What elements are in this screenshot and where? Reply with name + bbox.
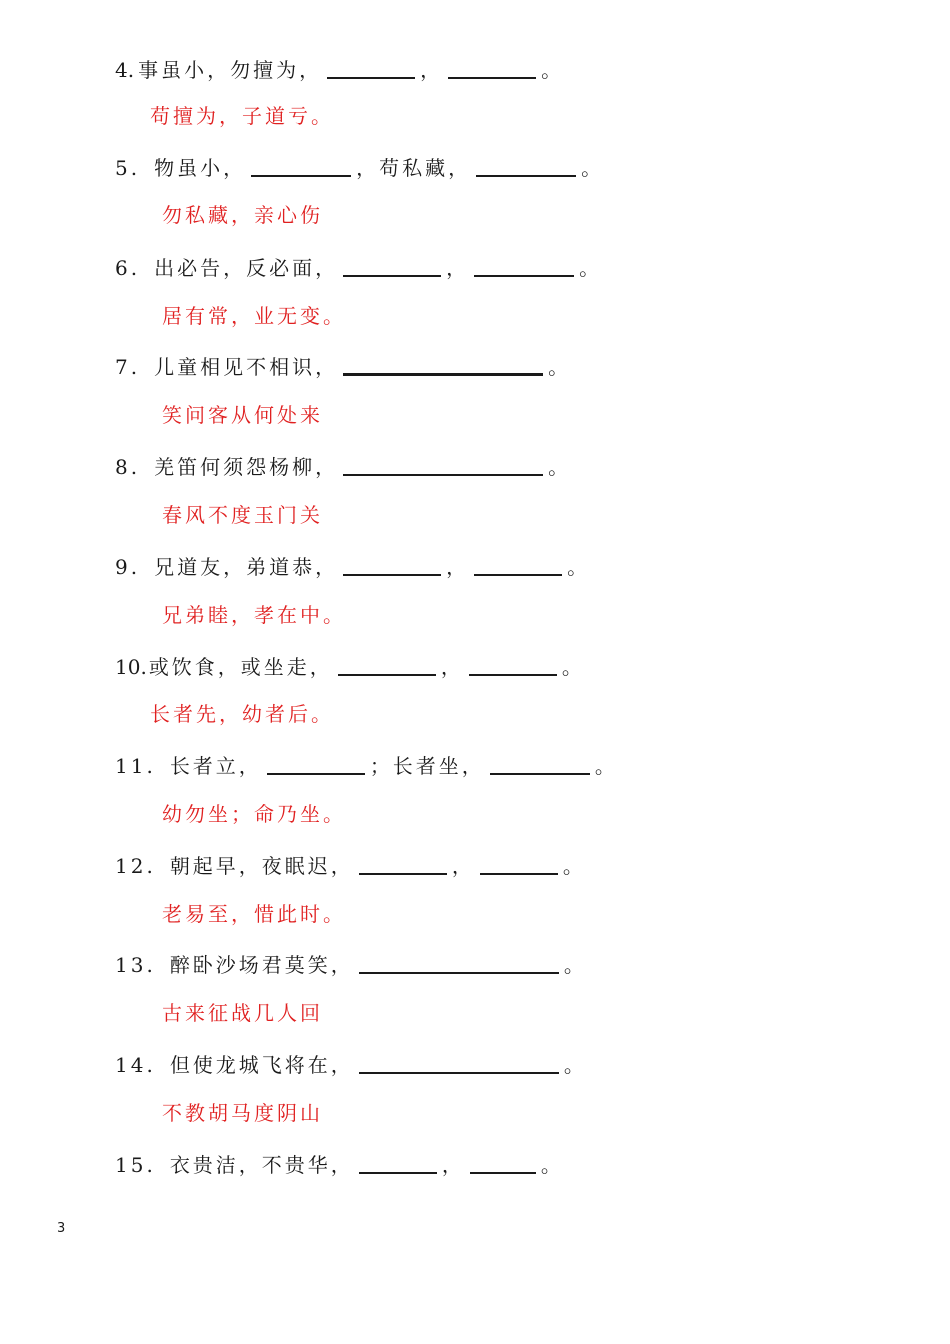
question-text: 或饮食，或坐走，	[148, 655, 333, 679]
question-text: 出必告，反必面，	[154, 256, 339, 280]
punct: 。	[563, 1053, 587, 1077]
answer-blank[interactable]	[480, 873, 558, 875]
answer-blank[interactable]	[448, 77, 536, 79]
answer-10: 长者先，幼者后。	[150, 702, 334, 726]
answer-blank[interactable]	[343, 574, 441, 576]
answer-5: 勿私藏，亲心伤	[162, 203, 323, 227]
answer-12: 老易至，惜此时。	[162, 902, 346, 926]
answer-6: 居有常，业无变。	[162, 304, 346, 328]
question-8	[115, 447, 571, 477]
answer-blank[interactable]	[327, 77, 415, 79]
question-text: 物虽小，	[154, 156, 247, 180]
answer-blank[interactable]	[359, 1172, 437, 1174]
question-number: 10.	[115, 655, 147, 679]
question-number: 7.	[115, 355, 141, 379]
question-4	[115, 50, 564, 80]
answer-blank[interactable]	[338, 674, 436, 676]
punct: 。	[563, 953, 587, 977]
punct: ，	[441, 1153, 465, 1177]
punct: 。	[561, 655, 585, 679]
answer-blank[interactable]	[343, 474, 543, 476]
punct: ，	[451, 854, 475, 878]
answer-blank[interactable]	[251, 175, 351, 177]
punct: 。	[540, 1153, 564, 1177]
answer-blank[interactable]	[470, 1172, 536, 1174]
question-number: 9.	[115, 555, 141, 579]
question-15	[115, 1145, 564, 1175]
answer-8: 春风不度玉门关	[162, 503, 323, 527]
answer-4: 苟擅为，子道亏。	[150, 104, 334, 128]
question-number: 8.	[115, 455, 141, 479]
question-text: 羌笛何须怨杨柳，	[154, 455, 339, 479]
question-number: 14.	[115, 1053, 156, 1077]
question-text: ；长者坐，	[369, 754, 485, 778]
question-text: ，苟私藏，	[356, 156, 472, 180]
question-text: 儿童相见不相识，	[154, 355, 339, 379]
question-12	[115, 846, 586, 876]
question-number: 6.	[115, 256, 141, 280]
question-number: 12.	[115, 854, 156, 878]
question-9	[115, 547, 590, 577]
punct: 。	[548, 355, 572, 379]
answer-blank[interactable]	[476, 175, 576, 177]
answer-blank[interactable]	[359, 1072, 559, 1074]
question-text: 衣贵洁，不贵华，	[169, 1153, 354, 1177]
question-text: 兄道友，弟道恭，	[154, 555, 339, 579]
question-14	[115, 1045, 587, 1075]
question-10	[115, 647, 585, 677]
answer-14: 不教胡马度阴山	[162, 1101, 323, 1125]
question-number: 15.	[115, 1153, 156, 1177]
punct: 。	[548, 455, 572, 479]
question-text: 醉卧沙场君莫笑，	[169, 953, 354, 977]
answer-blank[interactable]	[359, 972, 559, 974]
punct: 。	[541, 58, 565, 82]
question-6	[115, 248, 602, 278]
answer-13: 古来征战几人回	[162, 1001, 323, 1025]
answer-9: 兄弟睦，孝在中。	[162, 603, 346, 627]
answer-7: 笑问客从何处来	[162, 403, 323, 427]
question-5	[115, 148, 604, 178]
punct: 。	[579, 256, 603, 280]
punct: ，	[420, 58, 444, 82]
answer-blank[interactable]	[469, 674, 557, 676]
answer-blank[interactable]	[343, 275, 441, 277]
punct: ，	[440, 655, 464, 679]
answer-blank[interactable]	[267, 773, 365, 775]
punct: 。	[567, 555, 591, 579]
question-11	[115, 746, 618, 776]
answer-blank[interactable]	[490, 773, 590, 775]
answer-blank[interactable]	[343, 373, 543, 376]
punct: ，	[446, 256, 470, 280]
question-number: 13.	[115, 953, 156, 977]
punct: 。	[581, 156, 605, 180]
answer-blank[interactable]	[359, 873, 447, 875]
punct: 。	[594, 754, 618, 778]
question-text: 事虽小，勿擅为，	[138, 58, 323, 82]
punct: 。	[562, 854, 586, 878]
punct: ，	[446, 555, 470, 579]
question-text: 但使龙城飞将在，	[169, 1053, 354, 1077]
question-13	[115, 945, 587, 975]
question-number: 4.	[115, 58, 135, 82]
answer-11: 幼勿坐；命乃坐。	[162, 802, 346, 826]
question-text: 长者立，	[169, 754, 262, 778]
page-number: 3	[57, 1221, 66, 1236]
question-number: 11.	[115, 754, 156, 778]
answer-blank[interactable]	[474, 275, 574, 277]
question-text: 朝起早，夜眠迟，	[169, 854, 354, 878]
question-7	[115, 347, 571, 377]
question-number: 5.	[115, 156, 141, 180]
answer-blank[interactable]	[474, 574, 562, 576]
